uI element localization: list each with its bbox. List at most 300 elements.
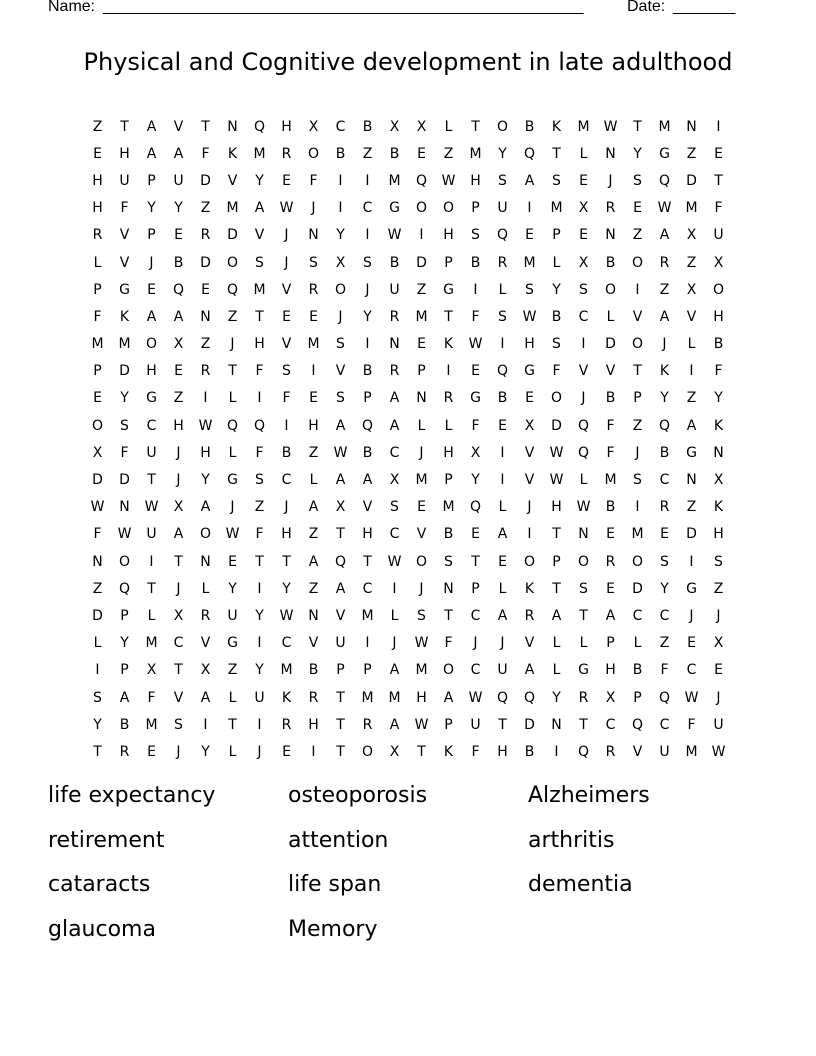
- grid-letter[interactable]: S: [363, 254, 372, 271]
- grid-letter[interactable]: N: [227, 118, 238, 135]
- grid-letter[interactable]: C: [389, 526, 400, 543]
- grid-letter[interactable]: Y: [633, 145, 642, 162]
- grid-letter[interactable]: R: [308, 689, 319, 706]
- grid-letter[interactable]: D: [551, 417, 562, 434]
- grid-letter[interactable]: M: [226, 200, 239, 217]
- grid-letter[interactable]: E: [714, 145, 723, 162]
- grid-letter[interactable]: N: [443, 580, 454, 597]
- grid-letter[interactable]: F: [660, 662, 669, 679]
- grid-letter[interactable]: G: [227, 635, 238, 652]
- grid-letter[interactable]: T: [93, 743, 102, 760]
- grid-letter[interactable]: A: [173, 526, 184, 543]
- grid-letter[interactable]: P: [633, 390, 642, 407]
- grid-letter[interactable]: K: [524, 580, 535, 597]
- grid-letter[interactable]: S: [579, 281, 588, 298]
- grid-letter[interactable]: Q: [415, 172, 428, 189]
- grid-letter[interactable]: L: [498, 580, 507, 597]
- grid-letter[interactable]: Q: [496, 363, 509, 380]
- grid-letter[interactable]: V: [686, 308, 697, 325]
- grid-letter[interactable]: L: [498, 499, 507, 516]
- grid-letter[interactable]: S: [309, 254, 318, 271]
- grid-letter[interactable]: W: [549, 472, 564, 489]
- grid-letter[interactable]: X: [335, 499, 346, 516]
- grid-letter[interactable]: U: [713, 716, 724, 733]
- grid-letter[interactable]: B: [281, 444, 292, 461]
- grid-letter[interactable]: A: [362, 472, 373, 489]
- grid-letter[interactable]: X: [335, 254, 346, 271]
- grid-letter[interactable]: I: [257, 580, 262, 597]
- grid-letter[interactable]: Y: [363, 308, 372, 325]
- grid-letter[interactable]: R: [281, 716, 292, 733]
- grid-letter[interactable]: L: [93, 254, 102, 271]
- grid-letter[interactable]: I: [419, 227, 424, 244]
- grid-letter[interactable]: U: [335, 635, 346, 652]
- grid-letter[interactable]: B: [524, 743, 535, 760]
- grid-letter[interactable]: V: [200, 635, 211, 652]
- grid-letter[interactable]: U: [659, 743, 670, 760]
- grid-letter[interactable]: Q: [118, 580, 131, 597]
- grid-letter[interactable]: S: [525, 281, 534, 298]
- grid-letter[interactable]: J: [257, 743, 262, 760]
- grid-letter[interactable]: X: [578, 200, 589, 217]
- grid-letter[interactable]: E: [147, 743, 156, 760]
- grid-letter[interactable]: I: [365, 336, 370, 353]
- grid-letter[interactable]: J: [284, 227, 289, 244]
- grid-letter[interactable]: A: [173, 145, 184, 162]
- grid-letter[interactable]: N: [200, 308, 211, 325]
- grid-letter[interactable]: Y: [201, 743, 210, 760]
- grid-letter[interactable]: A: [173, 308, 184, 325]
- grid-letter[interactable]: W: [144, 499, 159, 516]
- grid-letter[interactable]: P: [363, 390, 372, 407]
- grid-letter[interactable]: T: [147, 472, 156, 489]
- grid-letter[interactable]: C: [470, 662, 481, 679]
- grid-letter[interactable]: W: [603, 118, 618, 135]
- grid-letter[interactable]: E: [498, 553, 507, 570]
- grid-letter[interactable]: O: [442, 200, 455, 217]
- grid-letter[interactable]: O: [334, 281, 347, 298]
- grid-letter[interactable]: Q: [631, 716, 644, 733]
- grid-letter[interactable]: M: [550, 200, 563, 217]
- grid-letter[interactable]: J: [176, 444, 181, 461]
- grid-letter[interactable]: P: [444, 472, 453, 489]
- grid-letter[interactable]: G: [389, 200, 400, 217]
- grid-letter[interactable]: B: [362, 444, 373, 461]
- grid-letter[interactable]: S: [498, 172, 507, 189]
- grid-letter[interactable]: L: [390, 607, 399, 624]
- grid-letter[interactable]: Q: [226, 417, 239, 434]
- grid-letter[interactable]: F: [471, 417, 480, 434]
- grid-letter[interactable]: E: [417, 145, 426, 162]
- grid-letter[interactable]: Z: [416, 281, 427, 298]
- grid-letter[interactable]: X: [713, 635, 724, 652]
- grid-letter[interactable]: X: [308, 118, 319, 135]
- grid-letter[interactable]: T: [579, 716, 588, 733]
- grid-letter[interactable]: A: [335, 472, 346, 489]
- grid-letter[interactable]: D: [416, 254, 427, 271]
- grid-letter[interactable]: I: [338, 172, 343, 189]
- grid-letter[interactable]: X: [146, 662, 157, 679]
- grid-letter[interactable]: D: [119, 472, 130, 489]
- grid-letter[interactable]: F: [282, 390, 291, 407]
- grid-letter[interactable]: V: [524, 444, 535, 461]
- grid-letter[interactable]: S: [633, 172, 642, 189]
- grid-letter[interactable]: L: [228, 689, 237, 706]
- grid-letter[interactable]: W: [549, 444, 564, 461]
- grid-letter[interactable]: Y: [714, 390, 723, 407]
- grid-letter[interactable]: O: [415, 200, 428, 217]
- grid-letter[interactable]: O: [145, 336, 158, 353]
- grid-letter[interactable]: J: [365, 281, 370, 298]
- grid-letter[interactable]: J: [149, 254, 154, 271]
- grid-letter[interactable]: R: [659, 499, 670, 516]
- grid-letter[interactable]: U: [497, 200, 508, 217]
- grid-letter[interactable]: N: [686, 472, 697, 489]
- grid-letter[interactable]: P: [120, 662, 129, 679]
- grid-letter[interactable]: D: [632, 580, 643, 597]
- grid-letter[interactable]: C: [389, 444, 400, 461]
- grid-letter[interactable]: U: [389, 281, 400, 298]
- grid-letter[interactable]: B: [173, 254, 184, 271]
- grid-letter[interactable]: H: [524, 336, 535, 353]
- grid-letter[interactable]: W: [333, 444, 348, 461]
- grid-letter[interactable]: O: [577, 553, 590, 570]
- grid-letter[interactable]: S: [174, 716, 183, 733]
- grid-letter[interactable]: I: [635, 281, 640, 298]
- grid-letter[interactable]: R: [200, 363, 211, 380]
- grid-letter[interactable]: L: [579, 472, 588, 489]
- grid-letter[interactable]: M: [577, 118, 590, 135]
- grid-letter[interactable]: W: [711, 743, 726, 760]
- grid-letter[interactable]: V: [227, 172, 238, 189]
- grid-letter[interactable]: U: [146, 444, 157, 461]
- grid-letter[interactable]: Z: [686, 390, 697, 407]
- grid-letter[interactable]: B: [551, 308, 562, 325]
- grid-letter[interactable]: A: [524, 172, 535, 189]
- grid-letter[interactable]: X: [524, 417, 535, 434]
- grid-letter[interactable]: Z: [92, 580, 103, 597]
- grid-letter[interactable]: W: [414, 716, 429, 733]
- grid-letter[interactable]: L: [444, 118, 453, 135]
- grid-letter[interactable]: I: [257, 716, 262, 733]
- grid-letter[interactable]: R: [200, 227, 211, 244]
- grid-letter[interactable]: T: [498, 716, 507, 733]
- grid-letter[interactable]: Q: [496, 227, 509, 244]
- grid-letter[interactable]: M: [253, 145, 266, 162]
- grid-letter[interactable]: W: [90, 499, 105, 516]
- grid-letter[interactable]: J: [716, 689, 721, 706]
- grid-letter[interactable]: T: [336, 526, 345, 543]
- grid-letter[interactable]: I: [500, 336, 505, 353]
- grid-letter[interactable]: X: [389, 743, 400, 760]
- grid-letter[interactable]: R: [605, 200, 616, 217]
- grid-letter[interactable]: R: [443, 390, 454, 407]
- grid-letter[interactable]: J: [527, 499, 532, 516]
- grid-letter[interactable]: A: [200, 499, 211, 516]
- grid-letter[interactable]: W: [657, 200, 672, 217]
- grid-letter[interactable]: P: [633, 689, 642, 706]
- grid-letter[interactable]: C: [686, 662, 697, 679]
- grid-letter[interactable]: V: [335, 607, 346, 624]
- grid-letter[interactable]: L: [417, 417, 426, 434]
- grid-letter[interactable]: B: [389, 145, 400, 162]
- grid-letter[interactable]: E: [525, 227, 534, 244]
- grid-letter[interactable]: A: [686, 417, 697, 434]
- grid-letter[interactable]: H: [92, 172, 103, 189]
- grid-letter[interactable]: J: [689, 607, 694, 624]
- grid-letter[interactable]: S: [255, 472, 264, 489]
- grid-letter[interactable]: M: [469, 145, 482, 162]
- grid-letter[interactable]: X: [92, 444, 103, 461]
- grid-letter[interactable]: N: [605, 227, 616, 244]
- grid-letter[interactable]: D: [686, 172, 697, 189]
- grid-letter[interactable]: T: [336, 743, 345, 760]
- grid-letter[interactable]: E: [417, 336, 426, 353]
- grid-letter[interactable]: I: [338, 200, 343, 217]
- grid-letter[interactable]: X: [578, 254, 589, 271]
- grid-letter[interactable]: F: [444, 635, 453, 652]
- grid-letter[interactable]: N: [416, 390, 427, 407]
- grid-letter[interactable]: T: [552, 145, 561, 162]
- grid-letter[interactable]: W: [387, 227, 402, 244]
- grid-letter[interactable]: T: [444, 607, 453, 624]
- grid-letter[interactable]: T: [228, 363, 237, 380]
- grid-letter[interactable]: Q: [577, 417, 590, 434]
- grid-letter[interactable]: M: [253, 281, 266, 298]
- grid-letter[interactable]: E: [660, 526, 669, 543]
- grid-letter[interactable]: C: [281, 472, 292, 489]
- grid-letter[interactable]: O: [415, 553, 428, 570]
- grid-letter[interactable]: N: [578, 526, 589, 543]
- grid-letter[interactable]: L: [552, 662, 561, 679]
- grid-letter[interactable]: V: [281, 336, 292, 353]
- grid-letter[interactable]: O: [226, 254, 239, 271]
- grid-letter[interactable]: F: [606, 444, 615, 461]
- grid-letter[interactable]: M: [415, 308, 428, 325]
- grid-letter[interactable]: Y: [255, 662, 264, 679]
- grid-letter[interactable]: A: [308, 553, 319, 570]
- grid-letter[interactable]: W: [441, 172, 456, 189]
- grid-letter[interactable]: Z: [362, 145, 373, 162]
- grid-letter[interactable]: C: [659, 716, 670, 733]
- grid-letter[interactable]: I: [203, 390, 208, 407]
- grid-letter[interactable]: B: [389, 254, 400, 271]
- grid-letter[interactable]: X: [389, 118, 400, 135]
- grid-letter[interactable]: K: [443, 336, 454, 353]
- grid-letter[interactable]: M: [685, 743, 698, 760]
- grid-letter[interactable]: M: [307, 336, 320, 353]
- grid-letter[interactable]: Z: [686, 145, 697, 162]
- grid-letter[interactable]: Y: [201, 472, 210, 489]
- grid-letter[interactable]: F: [714, 200, 723, 217]
- grid-letter[interactable]: P: [93, 281, 102, 298]
- grid-letter[interactable]: M: [145, 716, 158, 733]
- grid-letter[interactable]: N: [686, 118, 697, 135]
- grid-letter[interactable]: E: [606, 580, 615, 597]
- grid-letter[interactable]: B: [524, 118, 535, 135]
- grid-letter[interactable]: V: [308, 635, 319, 652]
- grid-letter[interactable]: C: [659, 472, 670, 489]
- grid-letter[interactable]: E: [147, 281, 156, 298]
- grid-letter[interactable]: I: [446, 363, 451, 380]
- grid-letter[interactable]: E: [714, 662, 723, 679]
- grid-letter[interactable]: I: [500, 472, 505, 489]
- grid-letter[interactable]: I: [581, 336, 586, 353]
- grid-letter[interactable]: V: [119, 254, 130, 271]
- grid-letter[interactable]: B: [632, 662, 643, 679]
- grid-letter[interactable]: F: [255, 363, 264, 380]
- grid-letter[interactable]: C: [362, 580, 373, 597]
- grid-letter[interactable]: I: [203, 716, 208, 733]
- grid-letter[interactable]: T: [255, 553, 264, 570]
- grid-letter[interactable]: J: [716, 607, 721, 624]
- grid-letter[interactable]: Z: [659, 281, 670, 298]
- grid-letter[interactable]: V: [632, 743, 643, 760]
- grid-letter[interactable]: M: [118, 336, 131, 353]
- grid-letter[interactable]: R: [308, 281, 319, 298]
- grid-letter[interactable]: I: [284, 417, 289, 434]
- grid-letter[interactable]: L: [444, 417, 453, 434]
- grid-letter[interactable]: U: [173, 172, 184, 189]
- grid-letter[interactable]: Z: [92, 118, 103, 135]
- grid-letter[interactable]: O: [91, 417, 104, 434]
- grid-letter[interactable]: F: [120, 444, 129, 461]
- grid-letter[interactable]: W: [117, 526, 132, 543]
- grid-letter[interactable]: M: [685, 200, 698, 217]
- grid-letter[interactable]: D: [92, 607, 103, 624]
- grid-letter[interactable]: Y: [336, 227, 345, 244]
- grid-letter[interactable]: D: [227, 227, 238, 244]
- grid-letter[interactable]: N: [389, 336, 400, 353]
- grid-letter[interactable]: B: [605, 390, 616, 407]
- grid-letter[interactable]: R: [497, 254, 508, 271]
- grid-letter[interactable]: H: [308, 716, 319, 733]
- grid-letter[interactable]: H: [713, 308, 724, 325]
- grid-letter[interactable]: T: [471, 553, 480, 570]
- grid-letter[interactable]: P: [363, 662, 372, 679]
- grid-letter[interactable]: I: [365, 172, 370, 189]
- grid-letter[interactable]: A: [389, 390, 400, 407]
- grid-letter[interactable]: X: [173, 336, 184, 353]
- grid-letter[interactable]: G: [578, 662, 589, 679]
- grid-letter[interactable]: A: [335, 417, 346, 434]
- grid-letter[interactable]: Y: [282, 580, 291, 597]
- grid-letter[interactable]: H: [443, 227, 454, 244]
- grid-letter[interactable]: F: [93, 526, 102, 543]
- grid-letter[interactable]: D: [686, 526, 697, 543]
- grid-letter[interactable]: X: [173, 499, 184, 516]
- grid-letter[interactable]: M: [415, 662, 428, 679]
- grid-letter[interactable]: X: [173, 607, 184, 624]
- grid-letter[interactable]: P: [471, 580, 480, 597]
- grid-letter[interactable]: Y: [498, 145, 507, 162]
- grid-letter[interactable]: E: [309, 390, 318, 407]
- grid-letter[interactable]: V: [416, 526, 427, 543]
- grid-letter[interactable]: M: [523, 254, 536, 271]
- grid-letter[interactable]: O: [523, 553, 536, 570]
- grid-letter[interactable]: J: [419, 580, 424, 597]
- grid-letter[interactable]: X: [605, 689, 616, 706]
- grid-letter[interactable]: I: [392, 580, 397, 597]
- grid-letter[interactable]: J: [230, 499, 235, 516]
- grid-letter[interactable]: N: [713, 444, 724, 461]
- grid-letter[interactable]: J: [230, 336, 235, 353]
- grid-letter[interactable]: T: [174, 662, 183, 679]
- grid-letter[interactable]: S: [336, 390, 345, 407]
- grid-letter[interactable]: V: [173, 689, 184, 706]
- grid-letter[interactable]: X: [200, 662, 211, 679]
- grid-letter[interactable]: B: [497, 390, 508, 407]
- grid-letter[interactable]: C: [335, 118, 346, 135]
- grid-letter[interactable]: R: [524, 607, 535, 624]
- grid-letter[interactable]: Q: [496, 689, 509, 706]
- grid-letter[interactable]: I: [527, 200, 532, 217]
- grid-letter[interactable]: J: [284, 499, 289, 516]
- grid-letter[interactable]: K: [713, 499, 724, 516]
- grid-letter[interactable]: H: [281, 526, 292, 543]
- grid-letter[interactable]: H: [200, 444, 211, 461]
- grid-letter[interactable]: E: [93, 390, 102, 407]
- grid-letter[interactable]: E: [498, 417, 507, 434]
- grid-letter[interactable]: G: [443, 281, 454, 298]
- grid-letter[interactable]: I: [689, 553, 694, 570]
- grid-letter[interactable]: U: [713, 227, 724, 244]
- grid-letter[interactable]: T: [147, 580, 156, 597]
- grid-letter[interactable]: R: [578, 689, 589, 706]
- grid-letter[interactable]: I: [365, 227, 370, 244]
- grid-letter[interactable]: J: [419, 444, 424, 461]
- grid-letter[interactable]: I: [689, 363, 694, 380]
- grid-letter[interactable]: Y: [660, 580, 669, 597]
- grid-letter[interactable]: U: [227, 607, 238, 624]
- grid-letter[interactable]: V: [632, 308, 643, 325]
- grid-letter[interactable]: Q: [469, 499, 482, 516]
- grid-letter[interactable]: J: [392, 635, 397, 652]
- grid-letter[interactable]: M: [388, 172, 401, 189]
- grid-letter[interactable]: J: [608, 172, 613, 189]
- grid-letter[interactable]: M: [658, 118, 671, 135]
- grid-letter[interactable]: R: [119, 743, 130, 760]
- grid-letter[interactable]: T: [633, 118, 642, 135]
- grid-letter[interactable]: K: [551, 118, 562, 135]
- grid-letter[interactable]: M: [91, 336, 104, 353]
- grid-letter[interactable]: L: [579, 635, 588, 652]
- grid-letter[interactable]: O: [631, 336, 644, 353]
- grid-letter[interactable]: G: [524, 363, 535, 380]
- grid-letter[interactable]: H: [146, 363, 157, 380]
- grid-letter[interactable]: Z: [173, 390, 184, 407]
- grid-letter[interactable]: H: [281, 118, 292, 135]
- grid-letter[interactable]: Z: [200, 200, 211, 217]
- grid-letter[interactable]: C: [173, 635, 184, 652]
- grid-letter[interactable]: T: [255, 308, 264, 325]
- grid-letter[interactable]: J: [473, 635, 478, 652]
- grid-letter[interactable]: I: [149, 553, 154, 570]
- grid-letter[interactable]: S: [282, 363, 291, 380]
- grid-letter[interactable]: V: [173, 118, 184, 135]
- grid-letter[interactable]: S: [579, 580, 588, 597]
- grid-letter[interactable]: I: [527, 526, 532, 543]
- grid-letter[interactable]: D: [524, 716, 535, 733]
- grid-letter[interactable]: Z: [632, 227, 643, 244]
- grid-letter[interactable]: A: [146, 308, 157, 325]
- grid-letter[interactable]: B: [470, 254, 481, 271]
- grid-letter[interactable]: Z: [632, 417, 643, 434]
- grid-letter[interactable]: Q: [523, 689, 536, 706]
- grid-letter[interactable]: R: [659, 254, 670, 271]
- grid-letter[interactable]: X: [416, 118, 427, 135]
- grid-letter[interactable]: X: [470, 444, 481, 461]
